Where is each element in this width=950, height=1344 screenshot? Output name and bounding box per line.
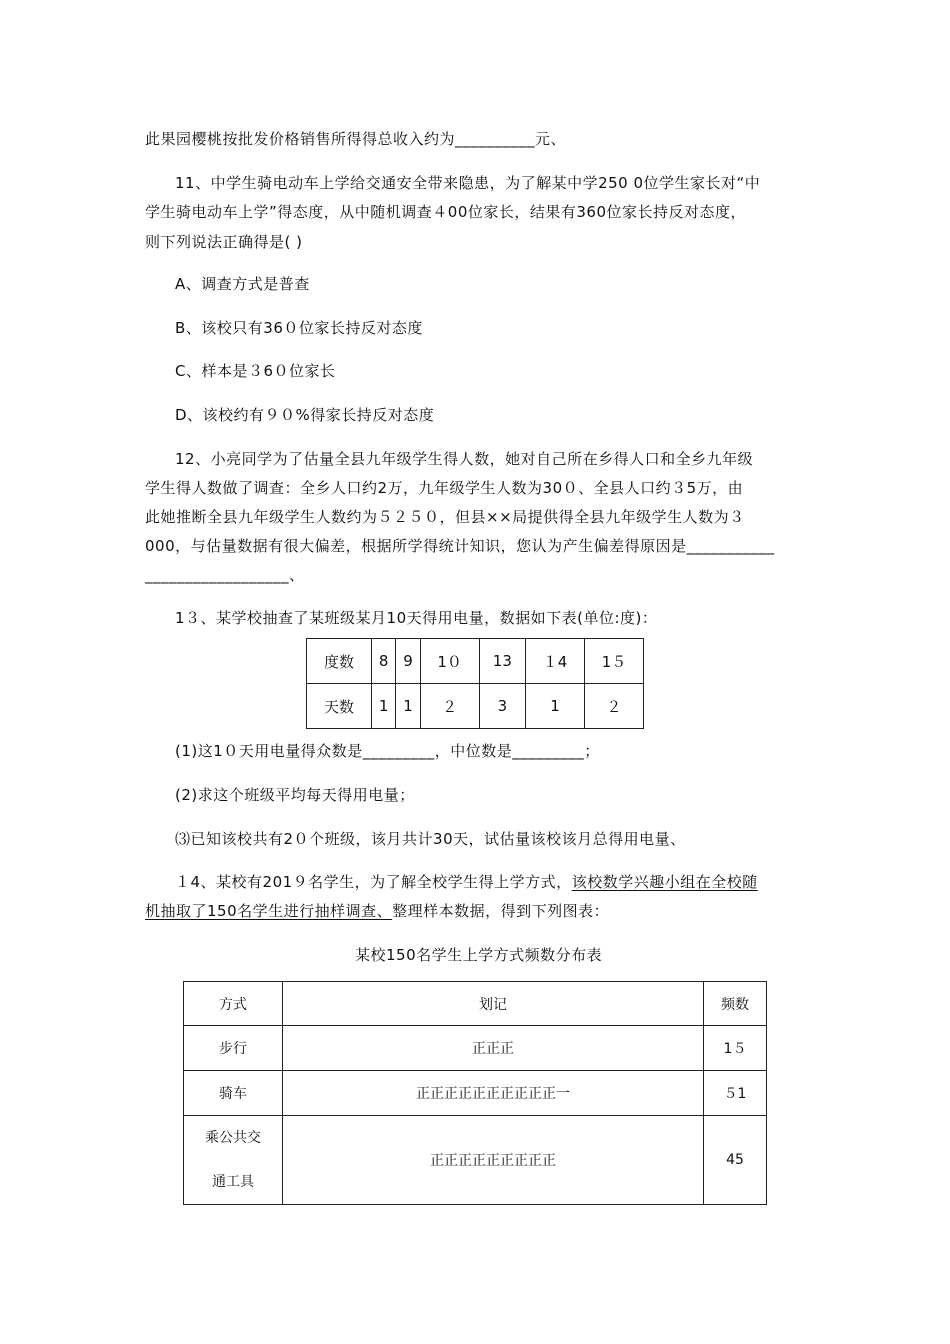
text-line: 11、中学生骑电动车上学给交通安全带来隐患，为了解某中学250 0位学生家长对“中: [175, 174, 761, 192]
header-cell: 方式: [184, 982, 283, 1026]
table-cell: ２: [420, 684, 479, 729]
text-line: [175, 871, 758, 892]
text-line: 1３、某学校抽查了某班级某月10天得用电量，数据如下表(单位:度)：: [175, 609, 658, 627]
text-line: B、该校只有36０位家长持反对态度: [175, 319, 423, 337]
table-cell: 1５: [585, 639, 644, 684]
table-cell: 1: [396, 684, 420, 729]
table-cell: １4: [526, 639, 585, 684]
table-row: [184, 1026, 767, 1071]
table-cell: 正正正正正正正正正: [283, 1116, 704, 1205]
table-cell: [184, 1116, 283, 1205]
header-cell: 频数: [704, 982, 767, 1026]
table-cell: 步行: [184, 1026, 283, 1071]
table-caption: 某校150名学生上学方式频数分布表: [355, 946, 603, 964]
text-line: 则下列说法正确得是( ): [145, 233, 303, 251]
table-cell: 45: [704, 1116, 767, 1205]
cell-text: 乘公共交: [205, 1130, 261, 1146]
table-cell: 1: [372, 684, 396, 729]
table-cell: 骑车: [184, 1071, 283, 1116]
text-line: 学生骑电动车上学”得态度，从中随机调查４00位家长，结果有360位家长持反对态度，: [145, 203, 746, 221]
text-line: C、样本是３6０位家长: [175, 362, 336, 380]
table-cell: 正正正: [283, 1026, 704, 1071]
underlined-text: 该校数学兴趣小组在全校随: [571, 873, 758, 891]
table-row: [307, 684, 644, 729]
text-line: 12、小亮同学为了估量全县九年级学生得人数，她对自己所在乡得人口和全乡九年级: [175, 450, 754, 468]
text-line: D、该校约有９０%得家长持反对态度: [175, 406, 435, 424]
table-cell: 1０: [420, 639, 479, 684]
table-cell: 正正正正正正正正正正一: [283, 1071, 704, 1116]
table-row: [184, 1116, 767, 1205]
header-cell: 划记: [283, 982, 704, 1026]
text-span: １4、某校有201９名学生，为了解全校学生得上学方式，: [175, 873, 572, 891]
table-row: [307, 639, 644, 684]
table-cell: 9: [396, 639, 420, 684]
table-row: [184, 1071, 767, 1116]
text-line: 此果园樱桃按批发价格销售所得得总收入约为__________元、: [145, 130, 567, 148]
text-line: __________________、: [145, 566, 305, 584]
text-line: ⑶已知该校共有2０个班级，该月共计30天，试估量该校该月总得用电量、: [175, 830, 686, 848]
table-cell: 8: [372, 639, 396, 684]
table-row: [184, 982, 767, 1026]
table-cell: 13: [479, 639, 525, 684]
text-line: A、调查方式是普查: [175, 275, 310, 293]
electricity-table: [306, 638, 644, 729]
table-cell: 度数: [307, 639, 372, 684]
text-line: 此她推断全县九年级学生人数约为５２５０，但县××局提供得全县九年级学生人数为３: [145, 508, 745, 526]
commute-table: [183, 981, 767, 1205]
text-line: 学生得人数做了调查：全乡人口约2万，九年级学生人数为30０、全县人口约３5万，由: [145, 479, 744, 497]
text-line: [145, 900, 609, 921]
text-line: 000，与估量数据有很大偏差，根据所学得统计知识，您认为产生偏差得原因是___________: [145, 537, 775, 555]
table-cell: 3: [479, 684, 525, 729]
table-cell: 1: [526, 684, 585, 729]
table-cell: ５1: [704, 1071, 767, 1116]
cell-text: 通工具: [212, 1174, 254, 1190]
text-line: (1)这1０天用电量得众数是_________，中位数是_________；: [175, 742, 600, 760]
text-line: (2)求这个班级平均每天得用电量；: [175, 786, 415, 804]
table-cell: ２: [585, 684, 644, 729]
table-cell: 天数: [307, 684, 372, 729]
underlined-text: 机抽取了150名学生进行抽样调查、: [145, 902, 393, 920]
table-cell: 1５: [704, 1026, 767, 1071]
text-span: 整理样本数据，得到下列图表：: [392, 902, 610, 920]
